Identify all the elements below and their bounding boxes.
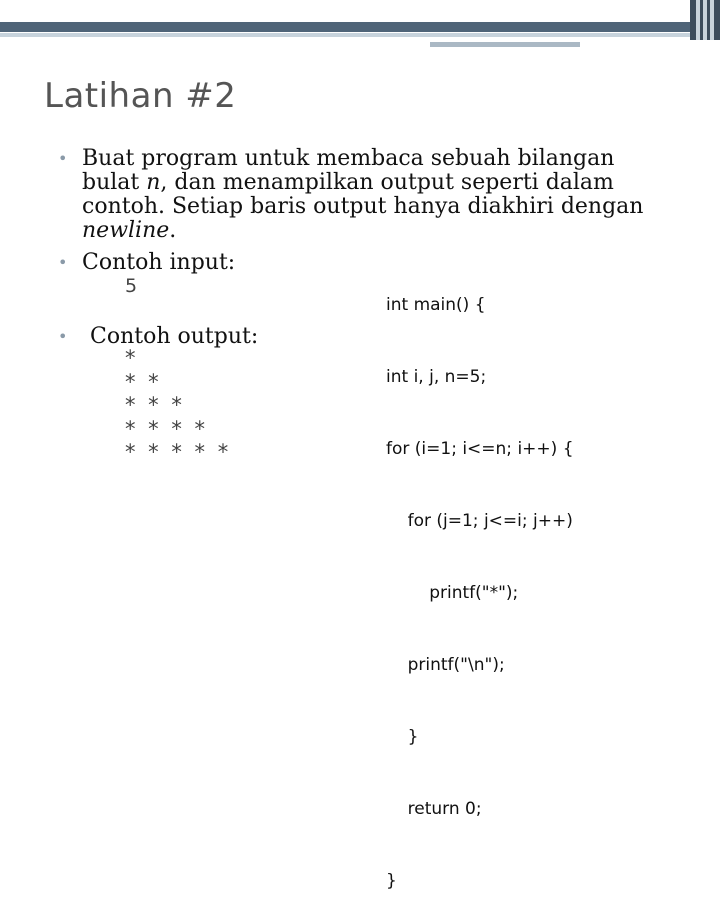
code-block — [386, 245, 574, 917]
code-line: return 0; — [386, 799, 482, 819]
task-text-part2: , dan menampilkan output seperti dalam contoh. Setiap baris output hanya diakhiri dengan — [82, 170, 644, 219]
input-value: 5 — [125, 275, 138, 297]
task-text-part3: . — [169, 218, 177, 243]
output-line: * — [125, 346, 139, 370]
output-label: Contoh output: — [90, 324, 259, 349]
task-newline: newline — [82, 218, 170, 243]
output-line: * * * * — [125, 416, 209, 441]
bullet-dot-icon: • — [58, 253, 68, 272]
bullet-task — [58, 147, 678, 243]
output-line: * * * * * — [125, 440, 232, 464]
code-line: printf("*"); — [386, 583, 519, 603]
code-line: for (i=1; i<=n; i++) { — [386, 439, 574, 459]
bullet-output — [58, 325, 258, 349]
output-line: * * — [125, 369, 162, 394]
input-label: Contoh input: — [82, 250, 236, 275]
header-decoration — [0, 0, 720, 50]
code-line: printf("\n"); — [386, 655, 505, 675]
task-variable: n — [146, 170, 161, 195]
bullet-dot-icon: • — [58, 327, 68, 346]
bullet-dot-icon: • — [58, 149, 68, 168]
output-lines — [125, 347, 231, 465]
code-line: for (j=1; j<=i; j++) — [386, 511, 573, 531]
header-bar-light — [0, 33, 720, 37]
bullet-input — [58, 251, 235, 275]
header-bar-dark — [0, 22, 720, 32]
code-line: } — [386, 871, 397, 891]
bullet-task-text — [58, 147, 678, 243]
output-line: * * * — [125, 393, 185, 417]
code-line: } — [386, 727, 419, 747]
corner-stripe — [710, 0, 714, 40]
code-line: int i, j, n=5; — [386, 367, 487, 387]
header-bar-accent — [430, 42, 580, 47]
corner-stripe — [703, 0, 707, 40]
code-line: int main() { — [386, 295, 486, 315]
slide-title: Latihan #2 — [44, 76, 237, 116]
task-text-part1: Buat program untuk membaca sebuah bilangan bulat — [82, 146, 615, 195]
corner-stripe — [696, 0, 700, 40]
